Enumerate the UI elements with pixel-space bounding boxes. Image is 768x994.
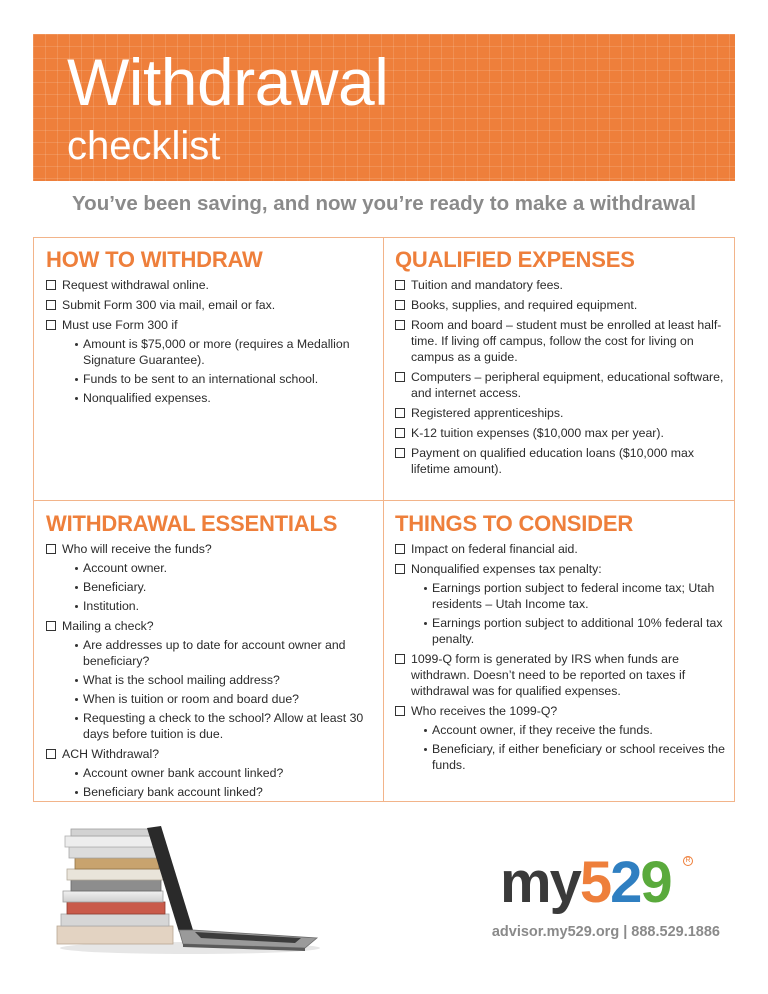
withdrawal-essentials-panel: [46, 510, 376, 804]
checkbox[interactable]: [395, 448, 405, 458]
checklist-item-text: Mailing a check?: [62, 619, 154, 633]
checklist-item-text: Request withdrawal online.: [62, 278, 209, 292]
checkbox[interactable]: [46, 300, 56, 310]
contact-info: advisor.my529.org | 888.529.1886: [491, 924, 720, 940]
qualified-expenses-panel: [395, 246, 725, 481]
logo-9: 9: [640, 850, 671, 915]
bullet-text: Amount is $75,000 or more (requires a Medallion Signature Guarantee).: [83, 337, 350, 367]
checklist: [395, 277, 725, 477]
bullet-icon: [75, 717, 78, 720]
checkbox[interactable]: [395, 320, 405, 330]
bullet-text: Requesting a check to the school? Allow at least 30 days before tuition is due.: [83, 711, 364, 741]
bullet-item: [74, 765, 376, 781]
bullet-text: Are addresses up to date for account owner and beneficiary?: [83, 638, 346, 668]
bullet-item: [74, 691, 376, 707]
checklist-item: [395, 369, 725, 401]
bullet-text: Institution.: [83, 599, 140, 613]
books-laptop-illustration: [55, 826, 325, 956]
tagline: You’ve been saving, and now you’re ready to make a withdrawal: [72, 192, 696, 215]
bullet-list: [423, 580, 725, 647]
checklist-item-text: Registered apprenticeships.: [411, 406, 564, 420]
logo-2: 2: [610, 850, 641, 915]
logo-wordmark: [500, 852, 710, 914]
bullet-item: [74, 637, 376, 669]
checklist-item-text: Must use Form 300 if: [62, 318, 178, 332]
checkbox[interactable]: [46, 749, 56, 759]
checklist: [395, 541, 725, 773]
logo-my: my: [500, 850, 580, 915]
header-banner: [33, 34, 735, 181]
bullet-list: [74, 637, 376, 742]
checklist: [46, 541, 376, 800]
section-heading: QUALIFIED EXPENSES: [395, 247, 635, 272]
page-subtitle: checklist: [67, 124, 221, 168]
bullet-icon: [75, 772, 78, 775]
checklist-item: [395, 541, 725, 557]
checklist-item-text: ACH Withdrawal?: [62, 747, 160, 761]
checkbox[interactable]: [395, 564, 405, 574]
bullet-icon: [75, 698, 78, 701]
checklist-item-text: Room and board – student must be enrolled at least half-time. If living off campus, follow the cost for living on campus as a guide.: [411, 318, 722, 364]
checkbox[interactable]: [395, 280, 405, 290]
bullet-text: Beneficiary.: [83, 580, 147, 594]
checkbox[interactable]: [395, 544, 405, 554]
checklist-item: [46, 317, 376, 406]
checklist-item: [46, 618, 376, 742]
bullet-icon: [424, 622, 427, 625]
bullet-icon: [75, 567, 78, 570]
bullet-list: [74, 336, 376, 406]
bullet-icon: [424, 587, 427, 590]
checklist-item-text: K-12 tuition expenses ($10,000 max per year).: [411, 426, 664, 440]
section-heading: WITHDRAWAL ESSENTIALS: [46, 511, 338, 536]
bullet-text: Earnings portion subject to federal income tax; Utah residents – Utah Income tax.: [432, 581, 715, 611]
checkbox[interactable]: [395, 408, 405, 418]
bullet-icon: [424, 748, 427, 751]
bullet-icon: [75, 343, 78, 346]
bullet-text: Nonqualified expenses.: [83, 391, 211, 405]
checklist-item: [395, 317, 725, 365]
checkbox[interactable]: [395, 372, 405, 382]
checklist-item: [395, 425, 725, 441]
bullet-icon: [424, 729, 427, 732]
grid-vertical-divider: [383, 238, 384, 801]
bullet-icon: [75, 397, 78, 400]
section-heading: HOW TO WITHDRAW: [46, 247, 263, 272]
bullet-icon: [75, 378, 78, 381]
checklist-item: [395, 651, 725, 699]
checklist-item: [46, 297, 376, 313]
checklist-item-text: Computers – peripheral equipment, educational software, and internet access.: [411, 370, 724, 400]
checkbox[interactable]: [46, 320, 56, 330]
bullet-list: [74, 560, 376, 614]
bullet-item: [423, 722, 725, 738]
bullet-list: [74, 765, 376, 800]
page-title: Withdrawal: [67, 45, 389, 119]
checklist-item-text: Payment on qualified education loans ($10,000 max lifetime amount).: [411, 446, 695, 476]
checklist: [46, 277, 376, 406]
checkbox[interactable]: [46, 280, 56, 290]
bullet-list: [423, 722, 725, 773]
checklist-item: [46, 746, 376, 800]
checklist-item: [395, 445, 725, 477]
section-heading: THINGS TO CONSIDER: [395, 511, 634, 536]
checkbox[interactable]: [395, 300, 405, 310]
bullet-item: [74, 336, 376, 368]
checkbox[interactable]: [395, 428, 405, 438]
bullet-item: [74, 710, 376, 742]
checkbox[interactable]: [46, 544, 56, 554]
checklist-item-text: Who will receive the funds?: [62, 542, 212, 556]
bullet-text: Account owner.: [83, 561, 168, 575]
bullet-item: [74, 784, 376, 800]
bullet-text: When is tuition or room and board due?: [83, 692, 300, 706]
checklist-item-text: Nonqualified expenses tax penalty:: [411, 562, 602, 576]
grid-horizontal-divider: [34, 500, 734, 501]
checklist-item: [395, 561, 725, 647]
checklist-item-text: Books, supplies, and required equipment.: [411, 298, 638, 312]
bullet-text: Account owner bank account linked?: [83, 766, 284, 780]
checkbox[interactable]: [46, 621, 56, 631]
logo-5: 5: [579, 850, 611, 915]
bullet-text: Earnings portion subject to additional 10% federal tax penalty.: [432, 616, 723, 646]
bullet-item: [74, 579, 376, 595]
checklist-item: [395, 277, 725, 293]
bullet-item: [74, 598, 376, 614]
registered-mark-icon: R: [683, 856, 693, 866]
bullet-text: Beneficiary, if either beneficiary or school receives the funds.: [432, 742, 725, 772]
bullet-item: [423, 615, 725, 647]
bullet-item: [423, 741, 725, 773]
bullet-text: Funds to be sent to an international school.: [83, 372, 319, 386]
bullet-text: Beneficiary bank account linked?: [83, 785, 263, 799]
checklist-item-text: 1099-Q form is generated by IRS when funds are withdrawn. Doesn’t need to be reported on taxes if withdrawal was for qualified expenses.: [411, 652, 686, 698]
bullet-item: [74, 371, 376, 387]
checklist-item-text: Who receives the 1099-Q?: [411, 704, 558, 718]
bullet-item: [423, 580, 725, 612]
bullet-text: Account owner, if they receive the funds.: [432, 723, 653, 737]
checklist-item: [46, 277, 376, 293]
bullet-text: What is the school mailing address?: [83, 673, 280, 687]
checklist-item-text: Submit Form 300 via mail, email or fax.: [62, 298, 276, 312]
bullet-item: [74, 560, 376, 576]
bullet-icon: [75, 605, 78, 608]
bullet-icon: [75, 586, 78, 589]
checklist-item: [395, 297, 725, 313]
checklist-item-text: Tuition and mandatory fees.: [411, 278, 563, 292]
checkbox[interactable]: [395, 706, 405, 716]
bullet-icon: [75, 679, 78, 682]
bullet-icon: [75, 791, 78, 794]
checklist-item: [395, 405, 725, 421]
checklist-item: [395, 703, 725, 773]
how-to-withdraw-panel: [46, 246, 376, 410]
my529-logo: [500, 852, 710, 918]
checkbox[interactable]: [395, 654, 405, 664]
checklist-grid: [33, 237, 735, 802]
checklist-item: [46, 541, 376, 614]
checklist-item-text: Impact on federal financial aid.: [411, 542, 578, 556]
things-to-consider-panel: [395, 510, 725, 777]
bullet-icon: [75, 644, 78, 647]
bullet-item: [74, 672, 376, 688]
bullet-item: [74, 390, 376, 406]
